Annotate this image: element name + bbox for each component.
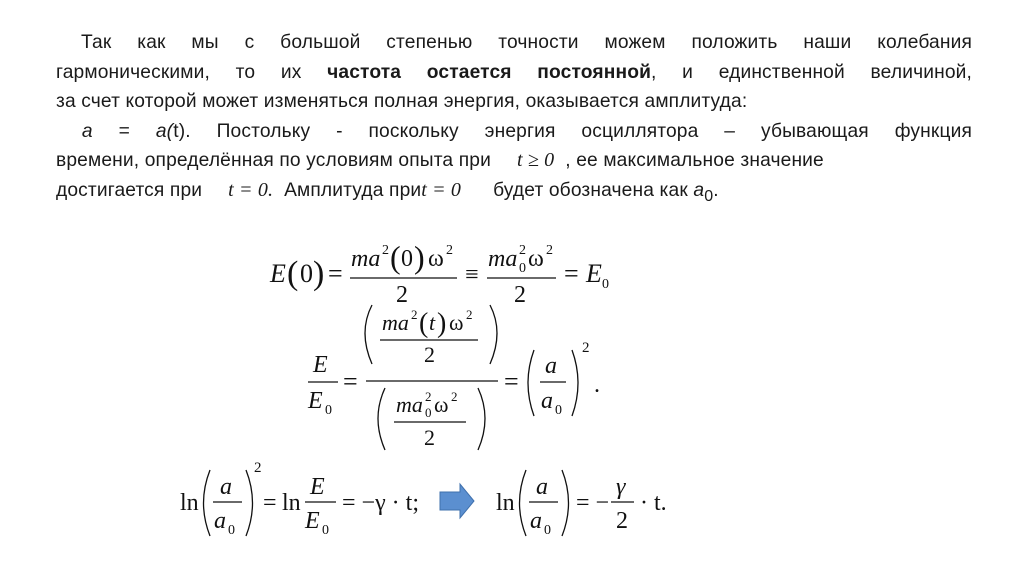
eq4-a0-sub: 0: [544, 523, 551, 538]
math-t-eq-0: t = 0.: [228, 178, 274, 201]
text-eq: =: [92, 120, 156, 142]
eq3-paren-left: [204, 470, 211, 536]
text-line5b: , ее максимальное значение: [565, 150, 824, 171]
equation-log-right: [496, 470, 667, 538]
eq2-lower-sq1: 2: [425, 389, 432, 404]
eq2-upper-num: ma: [382, 310, 409, 335]
eq2-lower-sub0: 0: [425, 405, 432, 420]
eq3-a0: a: [214, 508, 226, 534]
eq1-sq3: 2: [519, 243, 526, 258]
eq1-equals2: =: [564, 259, 579, 288]
eq1-omega1: ω: [428, 246, 444, 272]
eq2-upper-paren-close: ): [437, 308, 447, 339]
eq2-upper-paren-open: (: [419, 308, 429, 339]
eq2-E: E: [313, 352, 328, 378]
eq1-num2: ma: [488, 246, 518, 272]
eq2-upper-sq2: 2: [466, 307, 473, 322]
eq1-paren-open: (: [287, 255, 299, 292]
text-line2a: гармоническими, то их: [56, 61, 328, 83]
text-line4: t). Постольку - поскольку энергия осциллятора – убывающая функция: [173, 120, 973, 142]
eq1-equals1: =: [328, 259, 343, 288]
text-line5a: времени, определённая по условиям опыта при: [56, 150, 491, 171]
eq2-equals1: =: [343, 367, 358, 396]
eq2-paren-up-left: [365, 305, 372, 364]
eq1-equiv: ≡: [465, 262, 479, 288]
eq2-paren-low-right: [478, 388, 485, 450]
eq2-ratio-a: a: [545, 353, 557, 379]
eq2-lower-sq2: 2: [451, 389, 458, 404]
text-line6b: Амплитуда при: [284, 179, 422, 201]
equation-energy-ratio: [307, 305, 600, 450]
eq2-upper-sq1: 2: [411, 307, 418, 322]
eq1-paren-close: ): [313, 255, 325, 292]
text-line2b: , и единственной величиной,: [651, 61, 972, 83]
eq3-ln2: ln: [282, 490, 301, 516]
eq3-ln: ln: [180, 490, 199, 516]
eq2-lower-num: ma: [396, 392, 423, 417]
text-line6c: будет обозначена как: [493, 179, 694, 201]
eq2-lower-omega: ω: [434, 392, 449, 417]
eq2-E0: E: [308, 388, 323, 414]
eq3-E: E: [310, 474, 325, 500]
eq1-sq2: 2: [446, 243, 453, 258]
eq2-ratio-paren-right: [572, 350, 578, 416]
eq1-E0: E: [586, 259, 602, 288]
eq4-gamma: γ: [616, 474, 626, 500]
eq2-ratio-sub0: 0: [555, 403, 562, 418]
right-arrow-icon: [440, 484, 474, 518]
eq3-sq: 2: [254, 460, 262, 476]
eq2-paren-low-left: [378, 388, 385, 450]
eq2-ratio-sq: 2: [582, 340, 590, 356]
eq4-a0: a: [530, 508, 542, 534]
sub-zero: 0: [704, 187, 714, 205]
var-a0: a: [693, 179, 705, 201]
eq2-upper-t: t: [429, 310, 436, 335]
text-line6a: достигается при: [56, 179, 203, 201]
eq4-paren-left: [520, 470, 527, 536]
eq2-lower-den: 2: [424, 425, 435, 450]
text-line1: Так как мы с большой степенью точности можем положить наши колебания: [81, 32, 972, 53]
math-t-geq-0: t ≥ 0: [516, 149, 555, 171]
eq1-sub0: 0: [519, 261, 526, 276]
eq2-upper-den: 2: [424, 342, 435, 367]
eq4-a: a: [536, 474, 548, 500]
eq4-t: · t.: [640, 490, 667, 516]
eq2-ratio-a0: a: [541, 388, 553, 414]
eq1-E: E: [270, 259, 286, 288]
eq2-upper-omega: ω: [449, 310, 464, 335]
eq2-period: .: [594, 372, 600, 398]
eq2-ratio-paren-left: [528, 350, 534, 416]
eq1-omega2: ω: [528, 246, 544, 272]
text-period: .: [713, 179, 719, 201]
eq1-num-paren-open: (: [390, 239, 401, 275]
eq2-equals2: =: [504, 367, 519, 396]
eq3-E0: E: [305, 508, 320, 534]
eq1-E0-sub: 0: [602, 277, 609, 292]
eq3-rhs: = −γ · t;: [342, 490, 420, 516]
eq4-equals-minus: = −: [576, 490, 610, 516]
eq1-den2: 2: [514, 282, 526, 308]
eq2-E0-sub: 0: [325, 403, 332, 418]
eq2-paren-up-right: [490, 305, 497, 364]
eq4-paren-right: [562, 470, 569, 536]
eq1-sq4: 2: [546, 243, 553, 258]
eq4-two: 2: [616, 508, 628, 534]
eq1-num-arg: 0: [401, 246, 413, 272]
var-a: a: [81, 120, 93, 142]
eq3-paren-right: [246, 470, 253, 536]
equation-log-left: [180, 460, 419, 538]
eq1-num-paren-close: ): [414, 239, 425, 275]
eq4-ln: ln: [496, 490, 515, 516]
eq1-arg: 0: [300, 259, 313, 288]
eq1-num1: ma: [351, 246, 381, 272]
bold-phrase: частота остается постоянной: [327, 61, 652, 83]
text-line3: за счет которой может изменяться полная энергия, оказывается амплитуда:: [56, 91, 748, 112]
eq3-a0-sub: 0: [228, 523, 235, 538]
eq3-a: a: [220, 474, 232, 500]
equation-energy-initial: [269, 239, 609, 308]
eq1-den1: 2: [396, 282, 408, 308]
var-a-of: a(: [155, 120, 174, 142]
eq1-sq1: 2: [382, 243, 389, 258]
math-t-eq-0-b: t = 0: [421, 178, 462, 201]
eq3-equals: =: [263, 490, 277, 516]
eq3-E0-sub: 0: [322, 523, 329, 538]
